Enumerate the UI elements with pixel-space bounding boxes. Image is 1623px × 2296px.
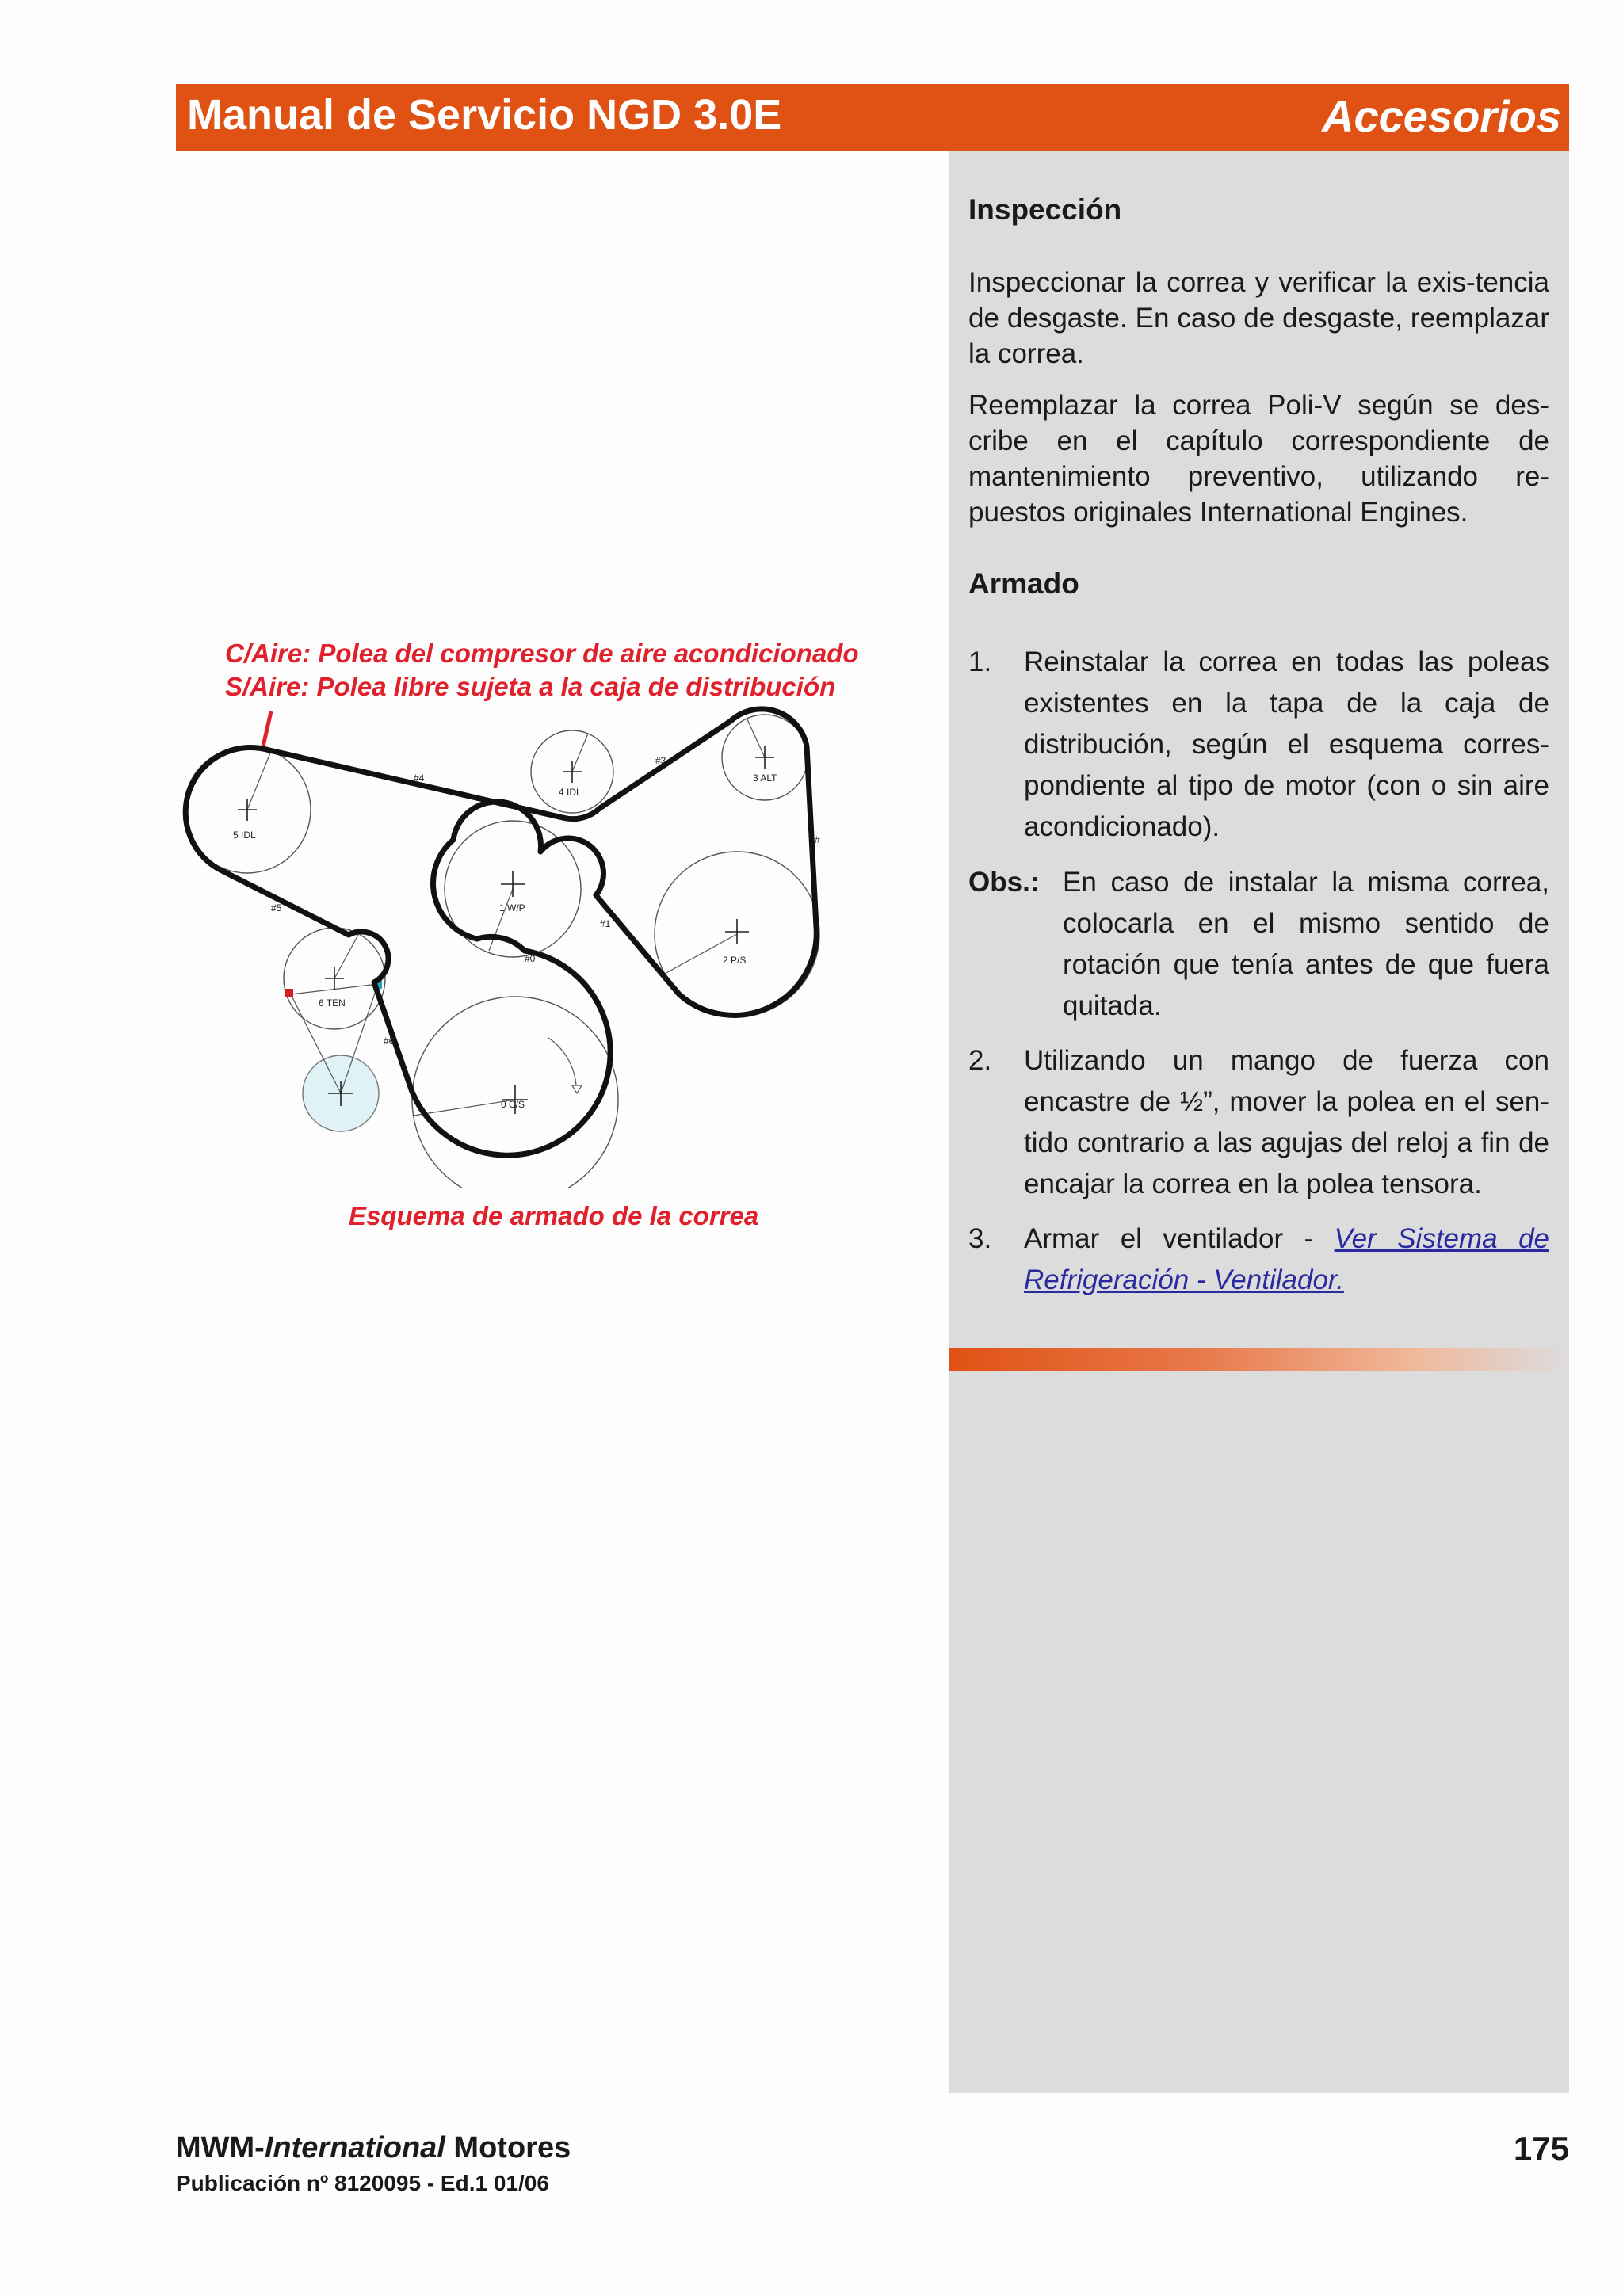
label-0-cs: 0 C/S <box>501 1099 525 1110</box>
label-segment-6: #6 <box>384 1035 395 1047</box>
header-bar <box>176 84 1569 151</box>
page-number: 175 <box>1513 2130 1569 2167</box>
publication-number: Publicación nº 8120095 - Ed.1 01/06 <box>176 2171 549 2195</box>
footer-brand <box>176 2131 571 2165</box>
belt-routing-diagram <box>176 697 889 1188</box>
label-segment-5: #5 <box>271 902 282 913</box>
label-4-idl: 4 IDL <box>559 787 582 798</box>
caption-without-ac: S/Aire: Polea libre sujeta a la caja de distribución <box>225 672 836 701</box>
caption-with-ac: C/Aire: Polea del compresor de aire acondicionado <box>225 639 859 668</box>
red-pointer <box>263 711 271 746</box>
brand-italic: International <box>264 2131 445 2164</box>
brand-prefix: MWM- <box>176 2131 265 2164</box>
obs-text: En caso de instalar la misma correa, colocarla en el mismo sentido de rotación que tenía antes de que fuera quitada. <box>1063 867 1549 1021</box>
label-segment-0: #0 <box>525 953 536 964</box>
inspection-paragraph-2: Reemplazar la correa Poli-V según se des-cribe en el capítulo correspondiente de mantenimiento preventivo, utilizando re-puestos originales International Engines. <box>968 390 1549 528</box>
cooling-system-link[interactable]: Ver Sistema de Refrigeración - Ventilador. <box>1024 1223 1549 1295</box>
label-2-ps: 2 P/S <box>723 955 747 966</box>
label-6-ten: 6 TEN <box>319 997 346 1009</box>
label-water-pump: 1 W/P <box>499 902 525 913</box>
label-segment-3: #3 <box>655 755 666 766</box>
label-segment-1: #1 <box>600 918 611 929</box>
inspection-heading: Inspección <box>968 193 1122 226</box>
poly-v-belt <box>185 709 816 1155</box>
label-5-idl: 5 IDL <box>233 830 256 841</box>
step-3-text <box>1024 1219 1549 1301</box>
step-3-label: Armar el ventilador - <box>1024 1223 1335 1254</box>
manual-title: Manual de Servicio NGD 3.0E <box>187 91 782 139</box>
figure-caption: Esquema de armado de la correa <box>349 1201 759 1230</box>
step-2-text: Utilizando un mango de fuerza con encastre de ½”, mover la polea en el sen-tido contrario a las agujas del reloj a fin de encajar la correa en la polea tensora. <box>1024 1045 1549 1199</box>
section-divider-bar <box>949 1348 1569 1371</box>
step-2-number: 2. <box>968 1045 992 1076</box>
label-3-alt: 3 ALT <box>753 772 777 784</box>
step-1-number: 1. <box>968 646 992 677</box>
step-3-number: 3. <box>968 1223 992 1254</box>
label-segment-2: # <box>815 834 820 845</box>
step-1-text: Reinstalar la correa en todas las poleas existentes en la tapa de la caja de distribución, según el esquema corres-pondiente al tipo de motor (con o sin aire acondicionado). <box>1024 646 1549 842</box>
red-marker <box>285 989 293 997</box>
brand-suffix: Motores <box>445 2131 571 2164</box>
label-segment-4: #4 <box>414 772 425 784</box>
assembly-heading: Armado <box>968 567 1079 600</box>
inspection-paragraph-1: Inspeccionar la correa y verificar la exis-tencia de desgaste. En caso de desgaste, reemplazar la correa. <box>968 267 1549 369</box>
section-title: Accesorios <box>1322 91 1561 141</box>
obs-label: Obs.: <box>968 867 1040 898</box>
